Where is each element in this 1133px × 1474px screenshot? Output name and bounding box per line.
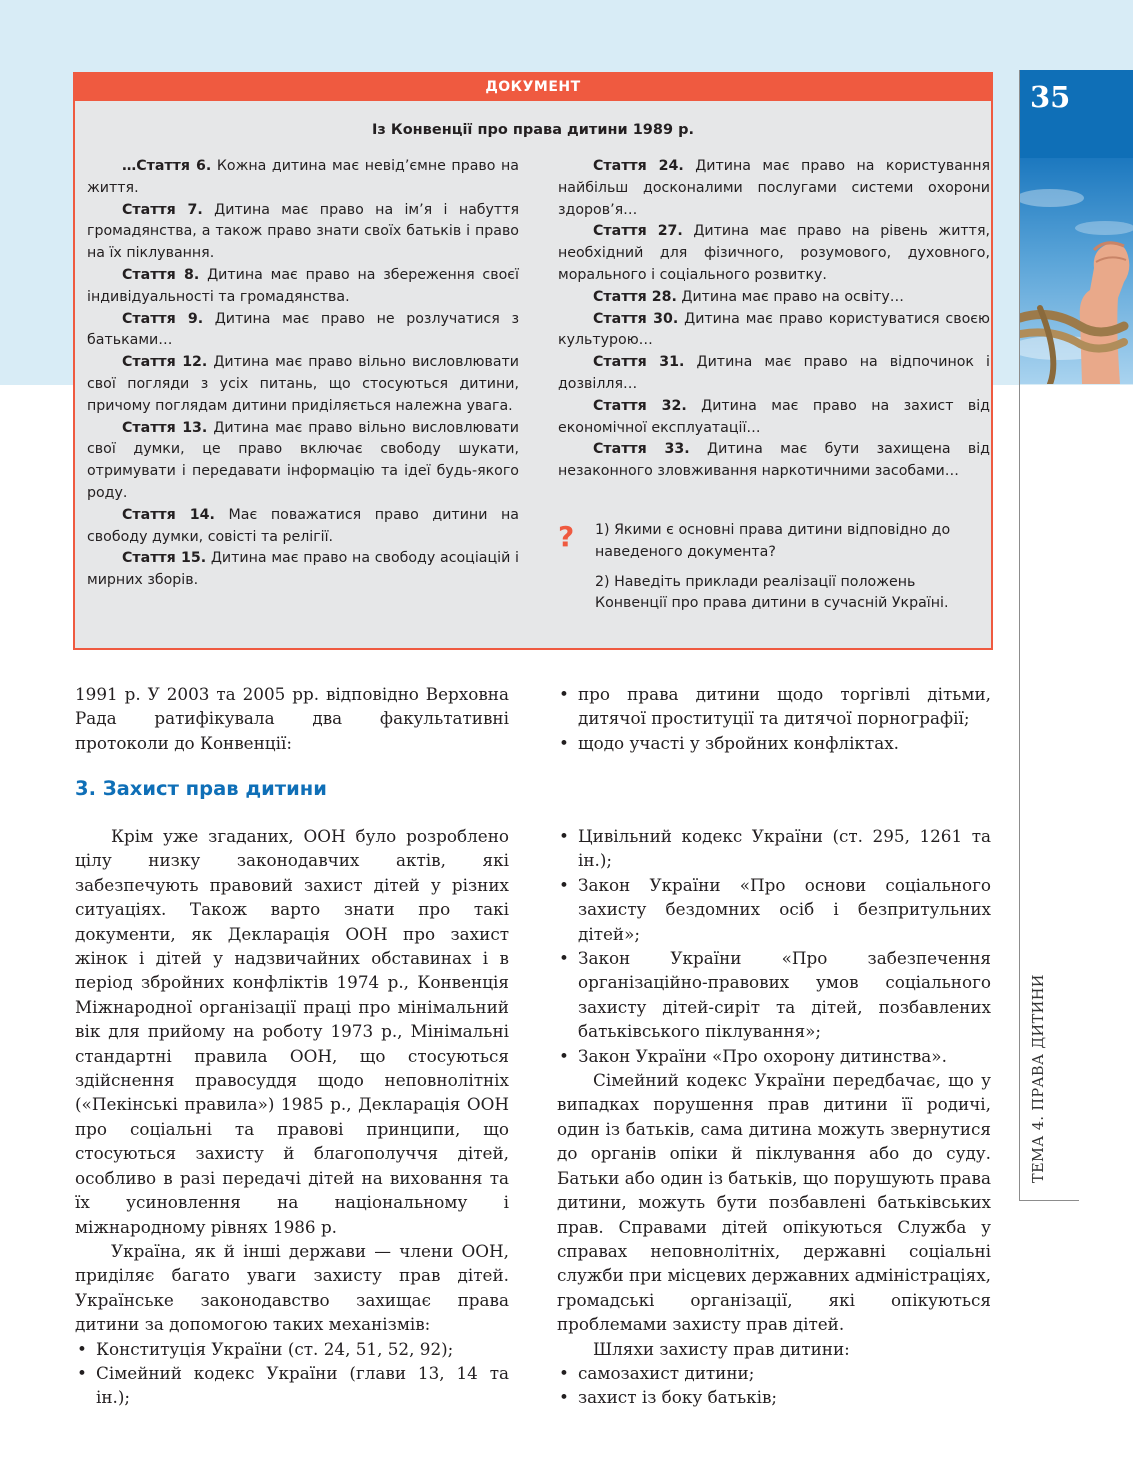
list-item: • Закон України «Про забезпечення організаційно-правових умов соціального захисту дітей-сиріт та дітей, позбавлених батьківського піклування»; bbox=[557, 946, 991, 1044]
article-paragraph bbox=[87, 548, 519, 592]
raised-fist-illustration bbox=[1020, 158, 1133, 384]
article-label: Стаття 32. bbox=[593, 397, 687, 414]
article-paragraph bbox=[558, 352, 990, 396]
body-left-column bbox=[75, 824, 509, 1410]
section-heading: 3. Захист прав дитини bbox=[75, 777, 327, 800]
intro-paragraph: 1991 р. У 2003 та 2005 рр. відповідно Верховна Рада ратифікувала два факультативні протоколи до Конвенції: bbox=[75, 684, 509, 753]
article-text: Дитина має бути захищена від незаконного зловживання наркотичними засобами… bbox=[558, 441, 990, 480]
list-item: • про права дитини щодо торгівлі дітьми, дитячої проституції та дитячої порнографії; bbox=[557, 682, 991, 731]
intro-right-column bbox=[557, 682, 991, 755]
article-paragraph bbox=[558, 439, 990, 483]
article-label: Стаття 33. bbox=[593, 441, 690, 458]
article-label: Стаття 13. bbox=[122, 419, 208, 436]
theme-side-label: ТЕМА 4. ПРАВА ДИТИНИ bbox=[1031, 974, 1047, 1183]
article-text: Має поважатися право дитини на свободу думки, совісті та релігії. bbox=[87, 506, 519, 545]
list-item: • захист із боку батьків; bbox=[557, 1385, 991, 1409]
document-box bbox=[73, 72, 993, 650]
article-paragraph bbox=[558, 309, 990, 353]
list-item: • щодо участі у збройних конфліктах. bbox=[557, 731, 991, 755]
article-label: Стаття 14. bbox=[122, 506, 215, 523]
question-item: 1) Якими є основні права дитини відповідно до наведеного документа? bbox=[595, 522, 951, 560]
article-text: Дитина має право на користування найбільш досконалими послугами системи охорони здоров’я… bbox=[558, 158, 991, 218]
article-paragraph bbox=[558, 287, 990, 309]
document-left-column bbox=[87, 156, 519, 592]
article-text: Дитина має право на ім’я і набуття громадянства, а також право знати своїх батьків і право на їх піклування. bbox=[87, 201, 520, 262]
article-text: Дитина має право користуватися своєю культурою… bbox=[558, 310, 990, 349]
article-text: Дитина має право на свободу асоціацій і мирних зборів. bbox=[87, 550, 519, 589]
article-label: Стаття 8. bbox=[122, 266, 200, 283]
article-text: Дитина має право не розлучатися з батьками… bbox=[87, 310, 519, 349]
article-label: Стаття 30. bbox=[593, 310, 679, 327]
article-paragraph bbox=[558, 396, 990, 440]
article-label: Стаття 31. bbox=[593, 354, 685, 371]
document-header-label: ДОКУМЕНТ bbox=[485, 79, 581, 95]
article-paragraph bbox=[87, 156, 519, 200]
article-paragraph bbox=[87, 309, 519, 353]
article-paragraph bbox=[558, 221, 990, 286]
body-right-column bbox=[557, 824, 991, 1410]
list-item: • Закон України «Про охорону дитинства». bbox=[557, 1044, 991, 1068]
article-label: Стаття 24. bbox=[593, 158, 684, 174]
article-paragraph bbox=[87, 265, 519, 309]
article-label: Стаття 28. bbox=[593, 288, 677, 305]
article-text: Дитина має право на відпочинок і дозвілля… bbox=[558, 354, 990, 392]
article-paragraph bbox=[87, 418, 519, 505]
question-mark-icon: ? bbox=[558, 520, 575, 553]
protocols-list bbox=[557, 682, 991, 755]
article-paragraph bbox=[87, 200, 519, 265]
list-item: • самозахист дитини; bbox=[557, 1361, 991, 1385]
article-label: Стаття 12. bbox=[122, 354, 208, 371]
article-text: Кожна дитина має невід’ємне право на життя. bbox=[87, 158, 520, 196]
body-paragraph: Шляхи захисту прав дитини: bbox=[593, 1338, 850, 1359]
document-right-column bbox=[558, 156, 990, 483]
list-item: • Сімейний кодекс України (глави 13, 14 та ін.); bbox=[75, 1361, 509, 1410]
side-margin-tick bbox=[1019, 1200, 1079, 1201]
article-paragraph bbox=[558, 156, 990, 221]
protection-ways-list bbox=[557, 1361, 991, 1410]
article-text: Дитина має право вільно висловлювати свої думки, це право включає свободу шукати, отримувати і передавати інформацію та ідеї будь-якого роду. bbox=[87, 419, 519, 501]
list-item: • Конституція України (ст. 24, 51, 52, 92); bbox=[75, 1337, 509, 1361]
intro-left-column bbox=[75, 682, 509, 755]
question-item: 2) Наведіть приклади реалізації положень Конвенції про права дитини в сучасній Україні. bbox=[595, 573, 949, 612]
article-text: Дитина має право на захист від економічної експлуатації… bbox=[558, 397, 990, 436]
article-label: Стаття 7. bbox=[122, 201, 203, 218]
body-paragraph: Сімейний кодекс України передбачає, що у випадках порушення прав дитини її родичі, один із батьків, сама дитина можуть звернутися до органів опіки й піклування або до суду. Батьки або один із батьків, що порушують права дитини, можуть бути позбавлені батьківських прав. Справами дітей опікуються Служба у справах неповнолітніх, державні соціальні служби при місцевих державних адміністраціях, громадські організації, які опікуються проблемами захисту прав дітей. bbox=[557, 1070, 991, 1335]
list-item: • Закон України «Про основи соціального захисту бездомних осіб і безпритульних дітей»; bbox=[557, 873, 991, 946]
article-text: Дитина має право на рівень життя, необхідний для фізичного, розумового, духовного, морального і соціального розвитку. bbox=[558, 223, 990, 283]
list-item: • Цивільний кодекс України (ст. 295, 1261 та ін.); bbox=[557, 824, 991, 873]
article-label: …Стаття 6. bbox=[122, 158, 212, 174]
article-label: Стаття 9. bbox=[122, 310, 204, 327]
article-text: Дитина має право на освіту… bbox=[676, 288, 904, 305]
article-label: Стаття 27. bbox=[593, 223, 683, 240]
article-label: Стаття 15. bbox=[122, 550, 207, 567]
body-paragraph: Україна, як й інші держави — члени ООН, приділяє багато уваги захисту прав дітей. Українське законодавство захищає права дитини за допомогою таких механізмів: bbox=[75, 1240, 509, 1335]
laws-list bbox=[557, 824, 991, 1068]
article-paragraph bbox=[87, 505, 519, 549]
article-paragraph bbox=[87, 352, 519, 417]
document-subtitle: Із Конвенції про права дитини 1989 р. bbox=[371, 122, 695, 138]
mechanisms-list bbox=[75, 1337, 509, 1410]
page-number: 35 bbox=[1030, 80, 1071, 114]
raised-fist-photo bbox=[1020, 158, 1133, 384]
article-text: Дитина має право на збереження своєї індивідуальності та громадянства. bbox=[87, 266, 520, 305]
article-text: Дитина має право вільно висловлювати свої погляди з усіх питань, що стосуються дитини, причому поглядам дитини приділяється належна увага. bbox=[87, 354, 519, 414]
questions-block bbox=[595, 520, 981, 623]
body-paragraph: Крім уже згаданих, ООН було розроблено цілу низку законодавчих актів, які забезпечують правовий захист дітей у різних ситуаціях. Також варто знати про такі документи, як Декларація ООН про захист жінок і дітей у надзвичайних обставинах і в період збройних конфліктів 1974 р., Конвенція Міжнародної організації праці про мінімальний вік для прийому на роботу 1973 р., Мінімальні стандартні правила ООН, що стосуються здійснення правосуддя щодо неповнолітніх («Пекінські правила») 1985 р., Декларація ООН про соціальні та правові принципи, що стосуються захисту й благополуччя дітей, особливо в разі передачі дітей на виховання та їх усиновлення на національному і міжнародному рівнях 1986 р. bbox=[75, 826, 509, 1237]
